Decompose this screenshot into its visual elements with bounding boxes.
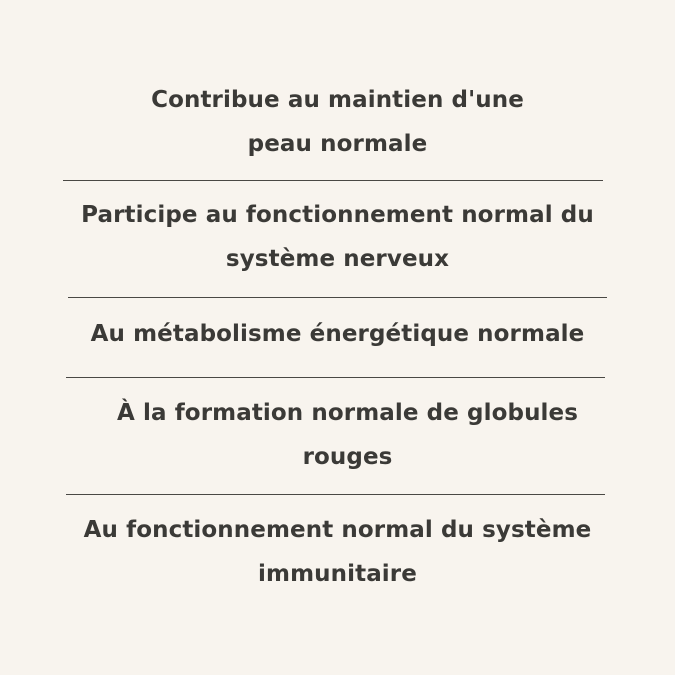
divider-4 [66, 494, 605, 495]
benefit-item-1-line-2: peau normale [247, 131, 428, 157]
benefit-item-3-line-1: Au métabolisme énergétique normale [90, 321, 585, 347]
benefit-item-2 [60, 193, 615, 281]
benefit-item-4-line-2: rouges [302, 444, 393, 470]
divider-3 [66, 377, 605, 378]
benefit-item-1-line-1: Contribue au maintien d'une [151, 87, 524, 113]
benefit-item-1 [60, 78, 615, 166]
benefit-item-2-line-2: système nerveux [225, 246, 450, 272]
benefit-item-5 [60, 508, 615, 596]
benefit-item-3 [60, 312, 615, 356]
divider-2 [68, 297, 607, 298]
benefit-item-4-line-1: À la formation normale de globules [116, 400, 579, 426]
benefit-item-5-line-1: Au fonctionnement normal du système [83, 517, 592, 543]
divider-1 [63, 180, 603, 181]
benefit-item-5-line-2: immunitaire [258, 561, 417, 587]
benefit-item-2-line-1: Participe au fonctionnement normal du [81, 202, 594, 228]
benefit-item-4 [70, 391, 625, 479]
